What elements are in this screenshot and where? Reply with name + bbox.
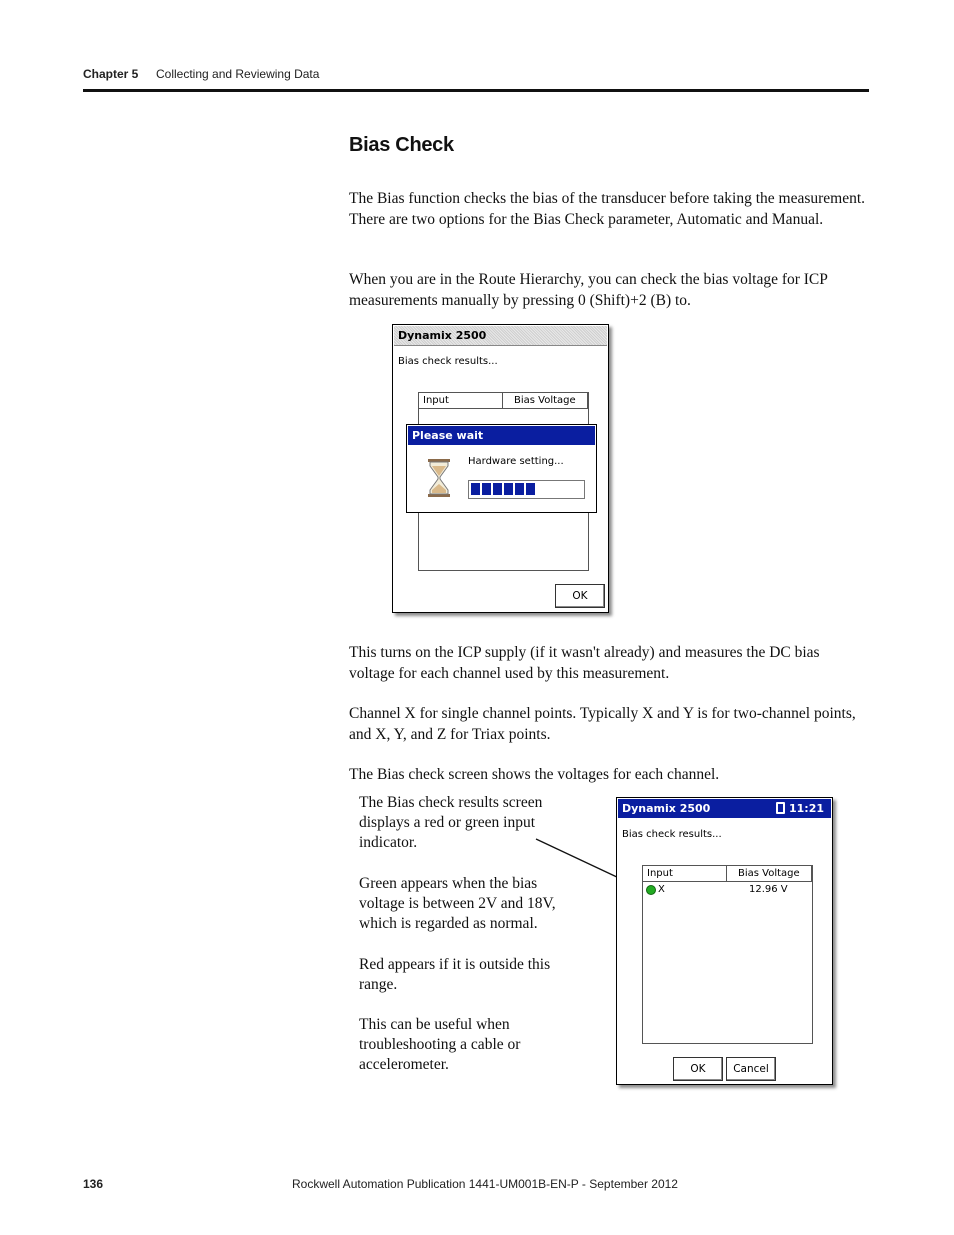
note-troubleshooting: This can be useful when troubleshooting a cable or accelerometer. (359, 1016, 521, 1073)
please-wait-titlebar (408, 426, 595, 445)
paragraph-bias-function: The Bias function checks the bias of the transducer before taking the measurement. There are two options for the Bias Check parameter, Automatic and Manual. (349, 190, 866, 228)
bias-check-dialog-progress (392, 324, 609, 613)
status-indicator-icon (646, 885, 656, 895)
section-title: Bias Check (349, 134, 454, 156)
hourglass-icon (427, 458, 451, 498)
column-header-input[interactable]: Input (643, 866, 727, 882)
paragraph-channels: Channel X for single channel points. Typically X and Y is for two-channel points, and X, Y, and Z for Triax points. (349, 705, 856, 743)
results-list[interactable] (642, 865, 813, 1044)
ok-button[interactable]: OK (673, 1057, 723, 1081)
header-rule (83, 89, 869, 92)
section-label: Collecting and Reviewing Data (156, 67, 320, 81)
row-input: X (658, 884, 665, 895)
progress-block (504, 483, 513, 495)
publication-info: Rockwell Automation Publication 1441-UM001B-EN-P - September 2012 (292, 1177, 678, 1191)
table-row[interactable] (643, 883, 812, 897)
note-green: Green appears when the bias voltage is between 2V and 18V, which is regarded as normal. (359, 875, 556, 932)
page-number: 136 (83, 1177, 104, 1191)
row-bias-voltage: 12.96 V (749, 884, 788, 895)
paragraph-route-hierarchy: When you are in the Route Hierarchy, you can check the bias voltage for ICP measurements manually by pressing 0 (Shift)+2 (B) to. (349, 271, 828, 309)
dialog-subtitle: Bias check results... (398, 356, 498, 367)
paragraph-icp-supply: This turns on the ICP supply (if it wasn't already) and measures the DC bias voltage for each channel used by this measurement. (349, 644, 820, 682)
bias-check-dialog-results (616, 797, 833, 1085)
chapter-label: Chapter 5 (83, 67, 139, 81)
dialog-titlebar (618, 799, 831, 818)
note-red: Red appears if it is outside this range. (359, 956, 551, 993)
progress-block (526, 483, 535, 495)
dialog-titlebar (394, 326, 607, 346)
page-header (83, 67, 320, 81)
ok-button[interactable]: OK (555, 584, 605, 608)
column-header-input[interactable]: Input (419, 393, 503, 409)
dialog-subtitle: Bias check results... (622, 829, 722, 840)
cancel-button[interactable]: Cancel (726, 1057, 776, 1081)
progress-bar (468, 480, 585, 499)
note-indicator: The Bias check results screen displays a red or green input indicator. (359, 794, 543, 851)
please-wait-popup (406, 424, 597, 513)
progress-block (515, 483, 524, 495)
progress-block (493, 483, 502, 495)
progress-block (471, 483, 480, 495)
column-header-bias-voltage[interactable]: Bias Voltage (727, 866, 812, 882)
battery-icon (776, 802, 785, 814)
progress-block (482, 483, 491, 495)
dialog-title: Dynamix 2500 (398, 329, 487, 342)
please-wait-title: Please wait (412, 429, 484, 442)
clock-time: 11:21 (789, 802, 825, 815)
paragraph-bias-screen: The Bias check screen shows the voltages for each channel. (349, 766, 720, 783)
please-wait-message: Hardware setting... (468, 456, 564, 467)
dialog-title: Dynamix 2500 (622, 802, 711, 815)
column-header-bias-voltage[interactable]: Bias Voltage (503, 393, 588, 409)
